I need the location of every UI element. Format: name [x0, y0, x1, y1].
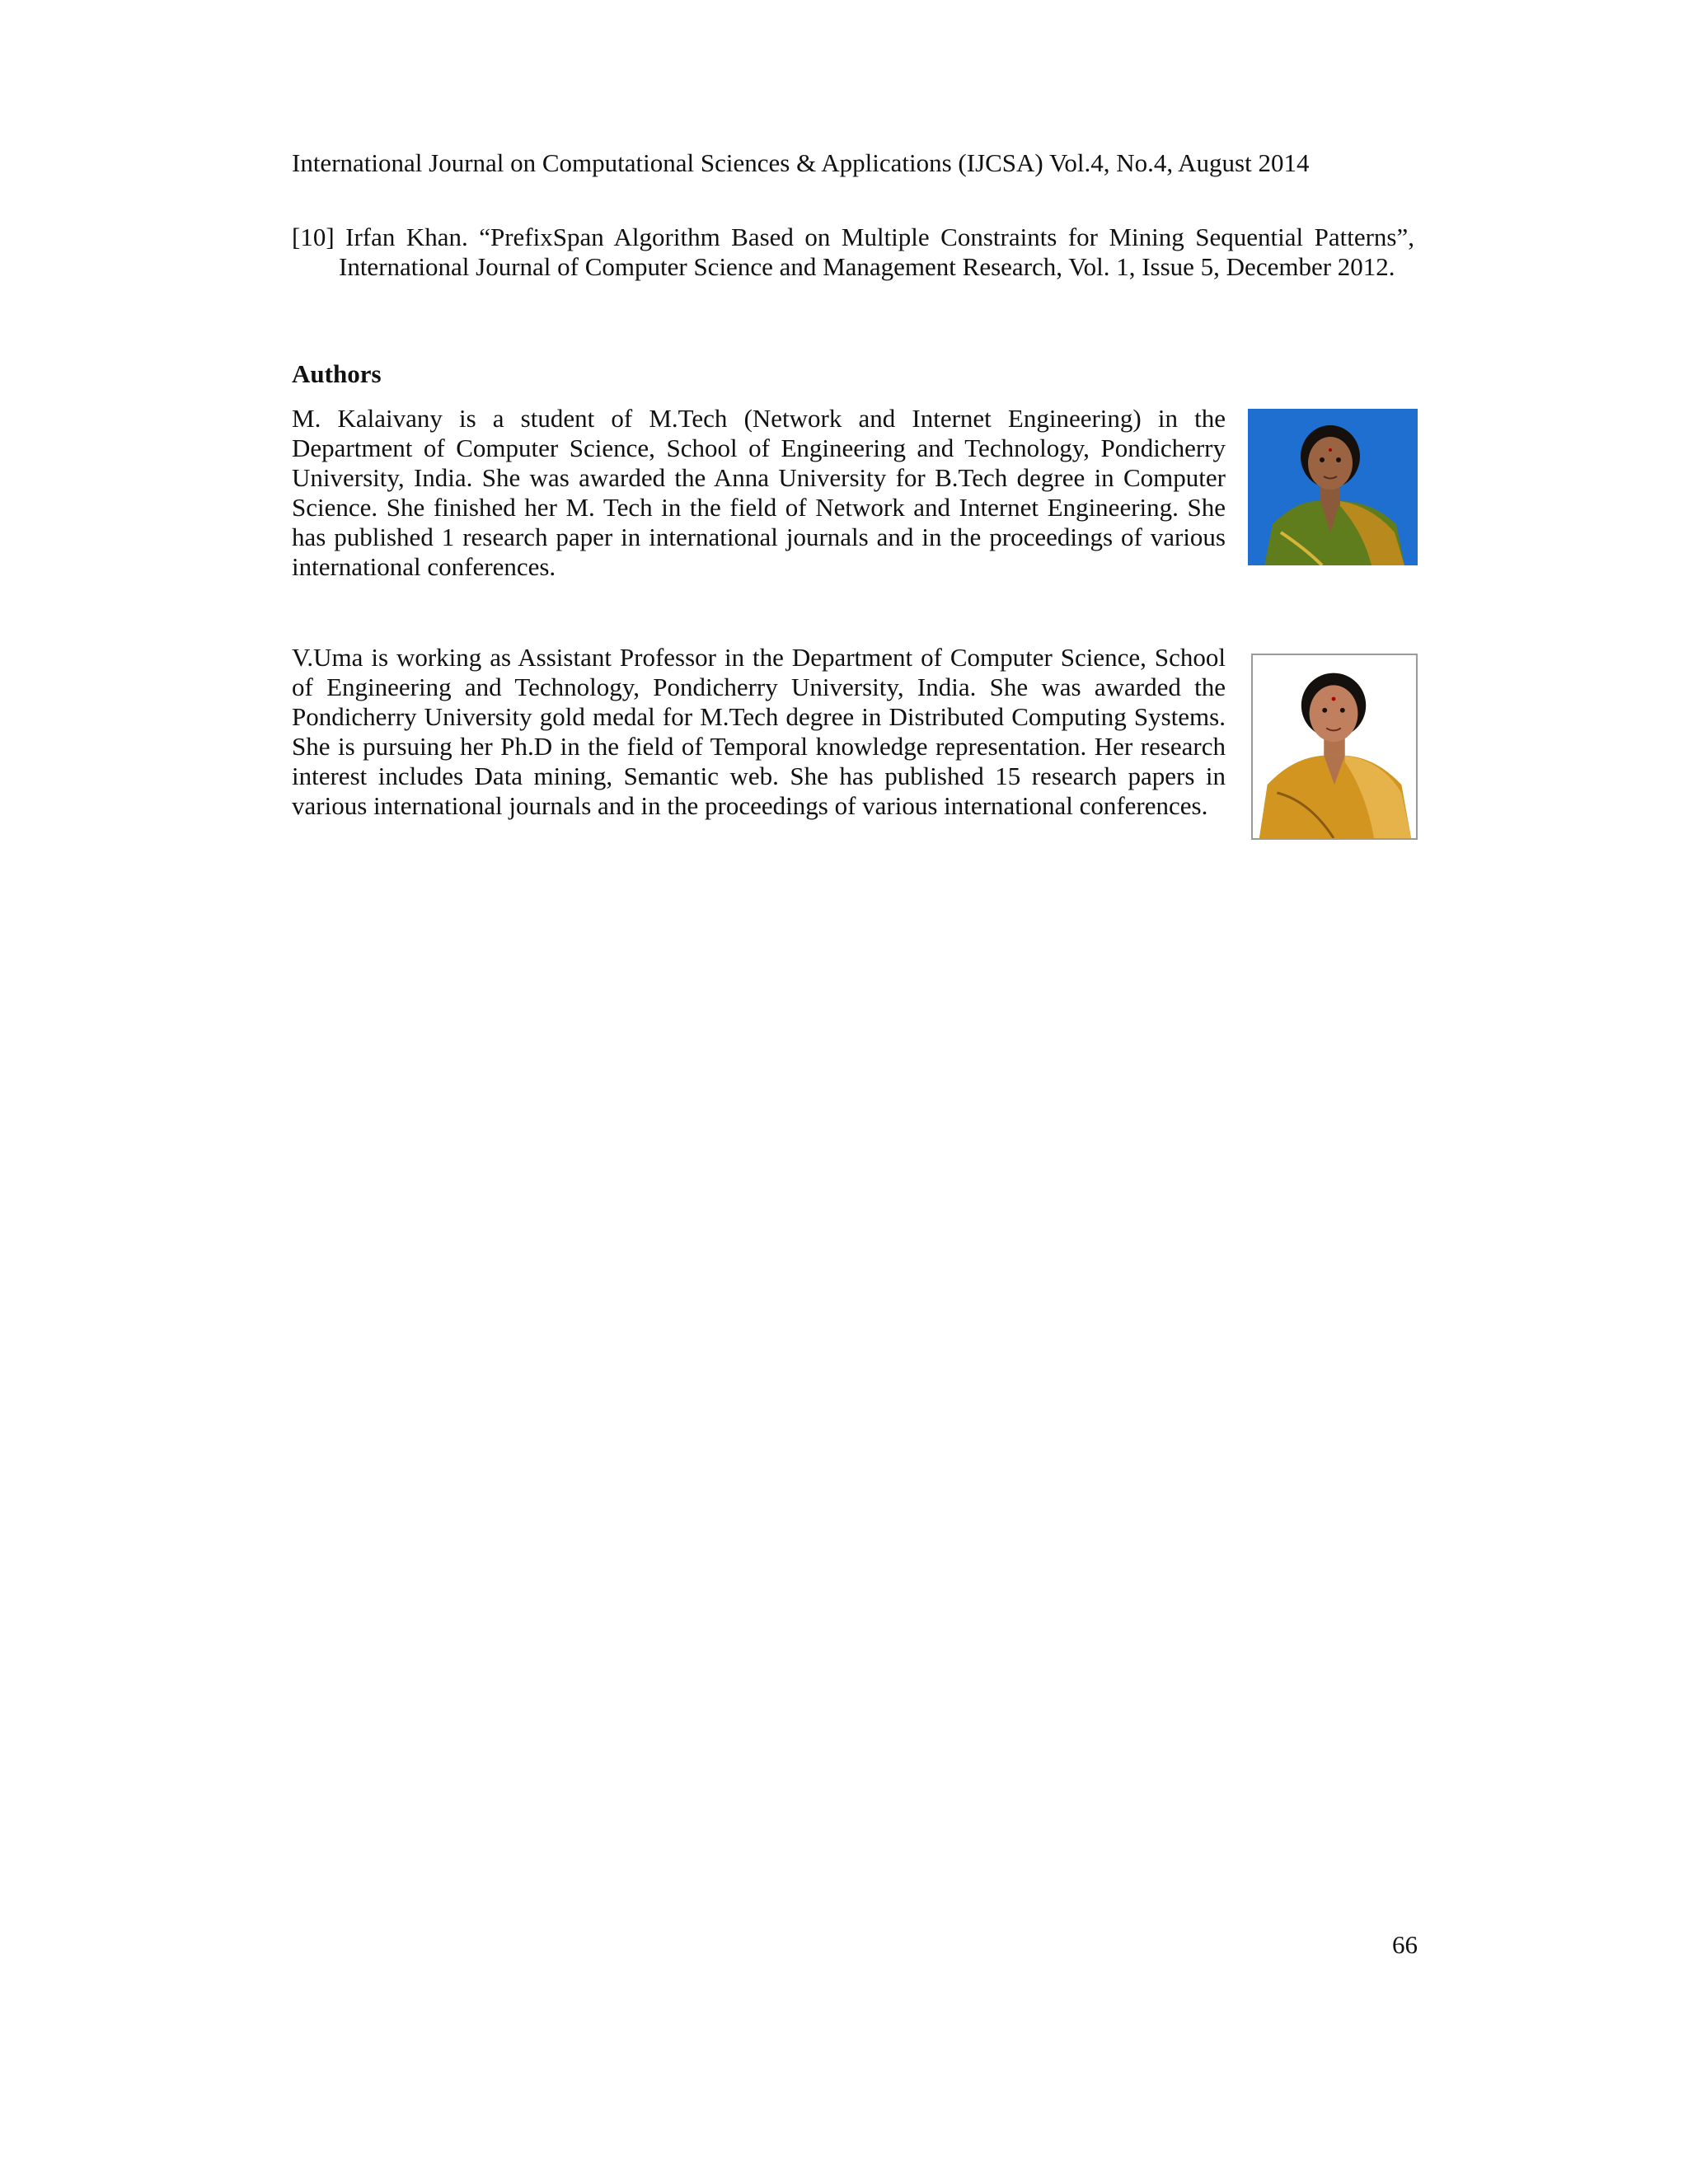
page-number: 66	[1392, 1930, 1418, 1959]
author-photo-uma	[1251, 654, 1418, 840]
author-photo-kalaivany	[1248, 409, 1418, 565]
reference-entry: [10] Irfan Khan. “PrefixSpan Algorithm Based on Multiple Constraints for Mining Sequential Patterns”, International Journal of Computer Science and Management Research, Vol. 1, Issue 5, December 2012.	[292, 223, 1414, 281]
portrait-icon	[1253, 655, 1416, 838]
journal-header: International Journal on Computational Sciences & Applications (IJCSA) Vol.4, No.4, August 2014	[292, 148, 1310, 177]
author-bio-uma: V.Uma is working as Assistant Professor in the Department of Computer Science, School of Engineering and Technology, Pondicherry University, India. She was awarded the Pondicherry University gold medal for M.Tech degree in Distributed Computing Systems. She is pursuing her Ph.D in the field of Temporal knowledge representation. Her research interest includes Data mining, Semantic web. She has published 15 research papers in various international journals and in the proceedings of various international conferences.	[292, 643, 1226, 820]
authors-heading: Authors	[292, 359, 382, 388]
author-bio-kalaivany: M. Kalaivany is a student of M.Tech (Network and Internet Engineering) in the Department of Computer Science, School of Engineering and Technology, Pondicherry University, India. She was awarded the Anna University for B.Tech degree in Computer Science. She finished her M. Tech in the field of Network and Internet Engineering. She has published 1 research paper in international journals and in the proceedings of various international conferences.	[292, 404, 1226, 581]
portrait-icon	[1248, 409, 1418, 565]
